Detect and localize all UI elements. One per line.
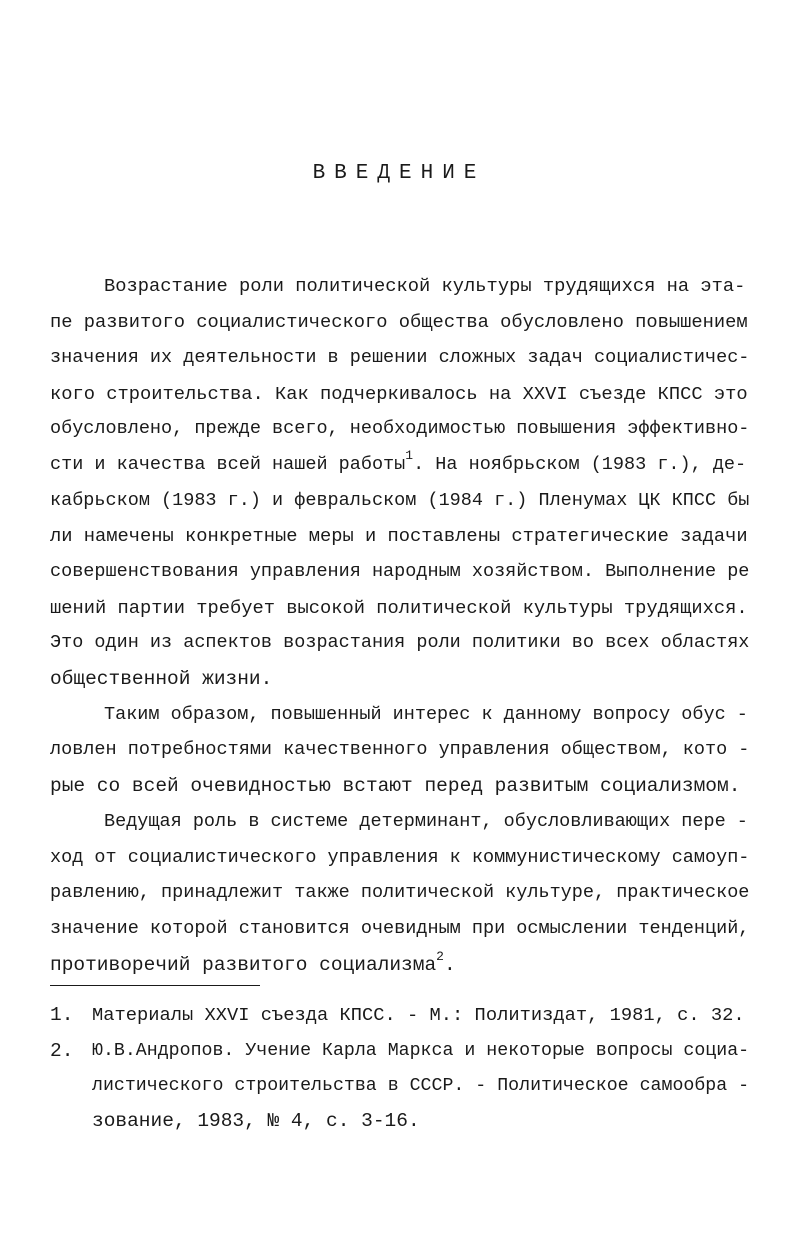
paragraph-3-line-5 bbox=[50, 949, 456, 980]
paragraph-1-line-2: пе развитого социалистического общества обусловлено повышением bbox=[50, 311, 748, 333]
paragraph-3-line-4: значение которой становится очевидным при осмыслении тенденций, bbox=[50, 918, 750, 939]
paragraph-1-line-10: шений партии требует высокой политической культуры трудящихся. bbox=[50, 597, 748, 619]
footnote-2-line-1: Ю.В.Андропов. Учение Карла Маркса и некоторые вопросы социа- bbox=[92, 1041, 750, 1061]
paragraph-2-line-3: рые со всей очевидностью встают перед развитым социализмом. bbox=[50, 775, 741, 797]
footnote-divider bbox=[50, 985, 260, 986]
footnote-ref-2: 2 bbox=[436, 949, 444, 964]
footnote-2-number: 2. bbox=[50, 1040, 74, 1062]
paragraph-3-line-5-text: противоречий развитого социализма bbox=[50, 954, 437, 976]
paragraph-1-line-5: обусловлено, прежде всего, необходимостью повышения эффективно- bbox=[50, 418, 750, 439]
paragraph-1-line-6 bbox=[50, 448, 747, 479]
paragraph-1-line-11: Это один из аспектов возрастания роли политики во всех областях bbox=[50, 632, 750, 653]
paragraph-2-line-2: ловлен потребностями качественного управления обществом, кото - bbox=[50, 739, 750, 760]
paragraph-2-line-1: Таким образом, повышенный интерес к данному вопросу обус - bbox=[104, 704, 748, 725]
paragraph-1-line-7: кабрьском (1983 г.) и февральском (1984 г.) Пленумах ЦК КПСС бы bbox=[50, 490, 750, 511]
paragraph-1-line-12: общественной жизни. bbox=[50, 668, 273, 690]
paragraph-1-line-6-text: сти и качества всей нашей работы bbox=[50, 454, 406, 475]
footnote-2-line-2: листического строительства в СССР. - Политическое самообра - bbox=[92, 1076, 750, 1096]
paragraph-3-line-3: равлению, принадлежит также политической культуре, практическое bbox=[50, 882, 750, 903]
footnote-1-number: 1. bbox=[50, 1004, 74, 1026]
footnote-2-line-3: зование, 1983, № 4, с. 3-16. bbox=[92, 1110, 420, 1132]
paragraph-3-line-1: Ведущая роль в системе детерминант, обусловливающих пере - bbox=[104, 811, 748, 832]
page-title: ВВЕДЕНИЕ bbox=[312, 162, 486, 185]
paragraph-1-line-9: совершенствования управления народным хозяйством. Выполнение ре bbox=[50, 561, 750, 582]
paragraph-3-line-2: ход от социалистического управления к коммунистическому самоуп- bbox=[50, 847, 750, 868]
paragraph-1-line-1: Возрастание роли политической культуры трудящихся на эта- bbox=[104, 275, 746, 297]
footnote-1-text: Материалы ХХVI съезда КПСС. - М.: Политиздат, 1981, с. 32. bbox=[92, 1004, 745, 1026]
paragraph-3-line-5-tail: . bbox=[443, 954, 456, 976]
paragraph-1-line-3: значения их деятельности в решении сложных задач социалистичес- bbox=[50, 347, 750, 368]
paragraph-1-line-8: ли намечены конкретные меры и поставлены стратегические задачи bbox=[50, 525, 748, 547]
paragraph-1-line-6-tail: . На ноябрьском (1983 г.), де- bbox=[413, 454, 747, 475]
footnote-ref-1: 1 bbox=[405, 448, 414, 463]
paragraph-1-line-4: кого строительства. Как подчеркивалось на ХХVI съезде КПСС это bbox=[50, 383, 748, 405]
